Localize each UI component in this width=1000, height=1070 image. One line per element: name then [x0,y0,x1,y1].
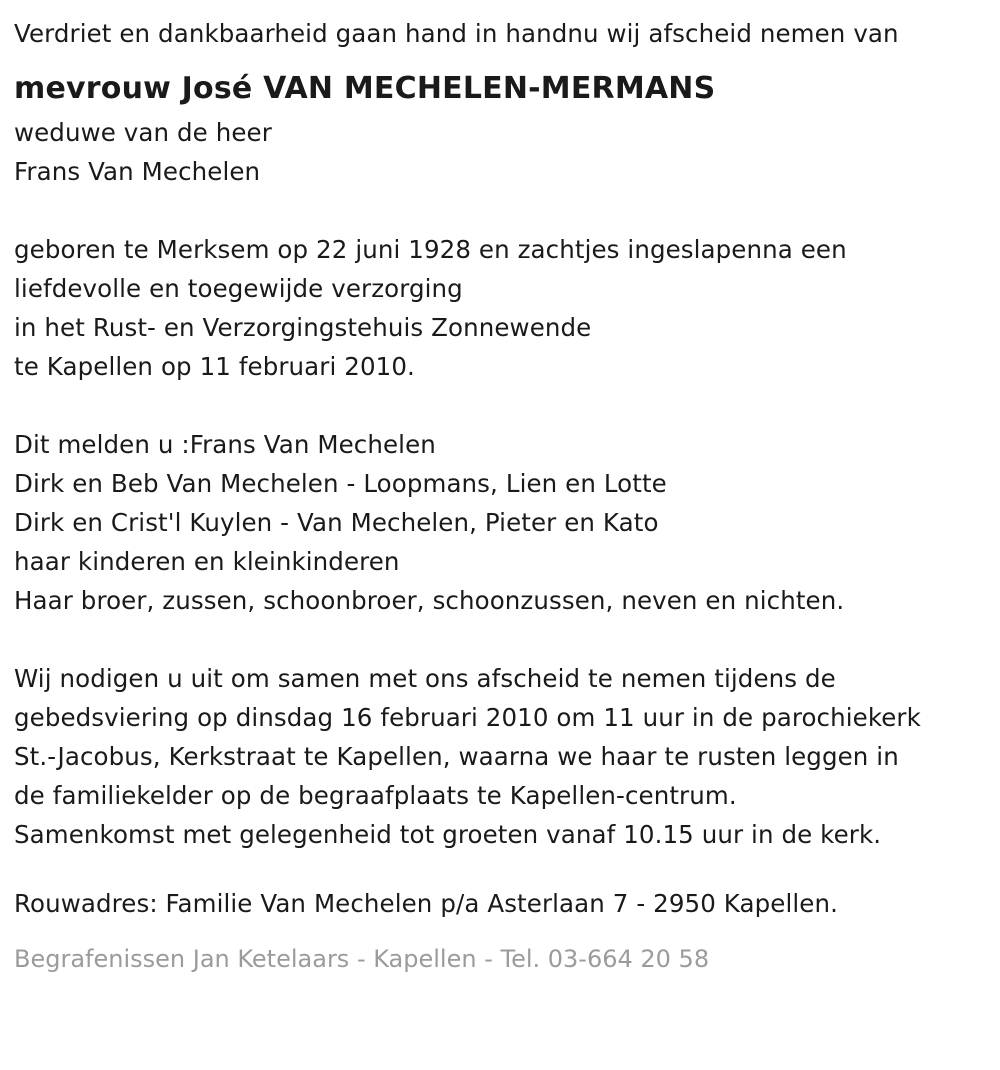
birth-death-line: geboren te Merksem op 22 juni 1928 en zachtjes ingeslapenna een [14,235,847,264]
announcer-line: Dirk en Beb Van Mechelen - Loopmans, Lien en Lotte [14,469,667,498]
funeral-home-credit: Begrafenissen Jan Ketelaars - Kapellen - Tel. 03-664 20 58 [14,945,710,973]
birth-death-line: in het Rust- en Verzorgingstehuis Zonnewende [14,313,592,342]
announcer-line: Haar broer, zussen, schoonbroer, schoonzussen, neven en nichten. [14,586,845,615]
invitation-line: gebedsviering op dinsdag 16 februari 2010 om 11 uur in de parochiekerk [14,703,921,732]
spouse-relation: weduwe van de heer [14,118,272,147]
spacer-1 [14,191,982,230]
invitation-line: St.-Jacobus, Kerkstraat te Kapellen, waarna we haar te rusten leggen in [14,742,899,771]
invitation-line: de familiekelder op de begraafplaats te Kapellen-centrum. [14,781,737,810]
birth-death-line: te Kapellen op 11 februari 2010. [14,352,415,381]
announcer-line: Dirk en Crist'l Kuylen - Van Mechelen, Pieter en Kato [14,508,659,537]
invitation-line: Samenkomst met gelegenheid tot groeten vanaf 10.15 uur in de kerk. [14,820,882,849]
birth-death-line: liefdevolle en toegewijde verzorging [14,274,463,303]
spacer-2 [14,386,982,425]
invitation-line: Wij nodigen u uit om samen met ons afscheid te nemen tijdens de [14,664,836,693]
mourning-address: Rouwadres: Familie Van Mechelen p/a Asterlaan 7 - 2950 Kapellen. [14,889,838,918]
deceased-name: mevrouw José VAN MECHELEN-MERMANS [14,71,716,106]
intro-text: Verdriet en dankbaarheid gaan hand in handnu wij afscheid nemen van [14,19,899,48]
spacer-4 [14,854,982,884]
announcer-line: haar kinderen en kleinkinderen [14,547,400,576]
spouse-name: Frans Van Mechelen [14,157,261,186]
invitation-block [14,659,982,854]
spacer-3 [14,620,982,659]
birth-death-block [14,230,982,386]
announcer-line: Dit melden u :Frans Van Mechelen [14,430,436,459]
announcers-block [14,425,982,620]
